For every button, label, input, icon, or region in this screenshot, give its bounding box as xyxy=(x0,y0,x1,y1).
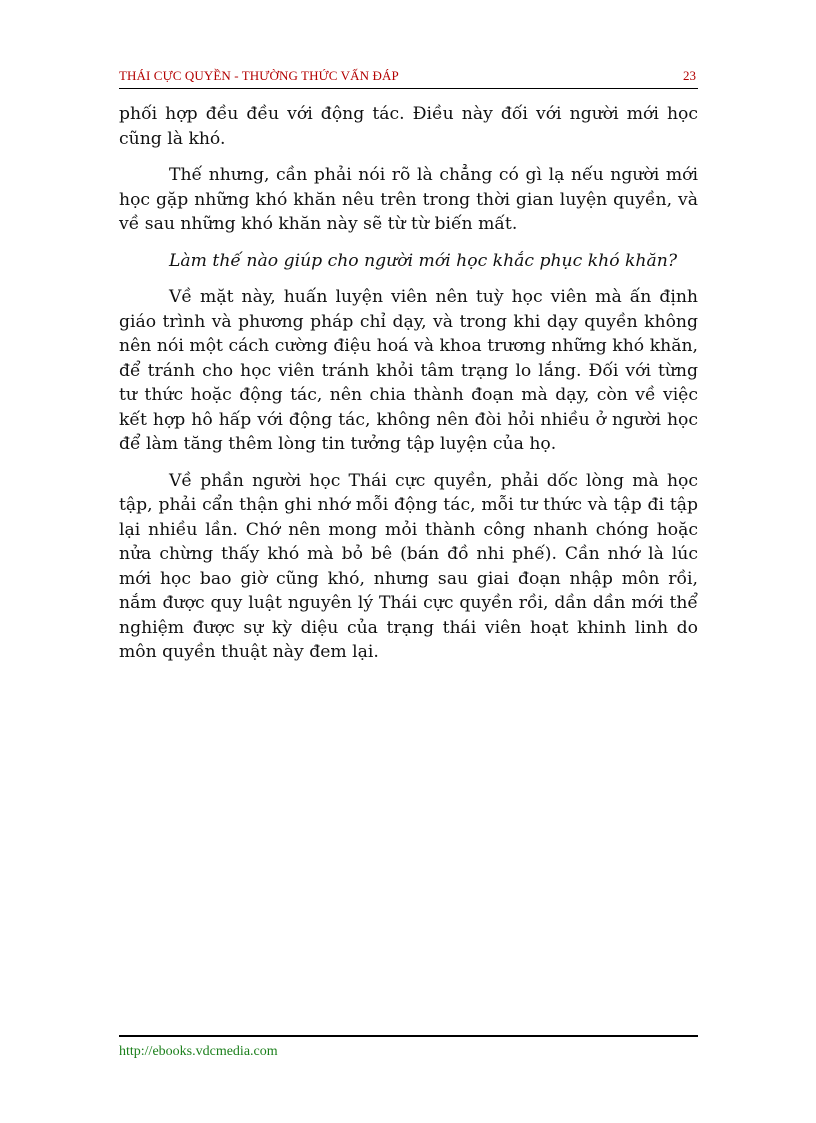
page-header xyxy=(119,66,698,89)
paragraph: Thế nhưng, cần phải nói rõ là chẳng có gì lạ nếu người mới học gặp những khó khăn nêu trên trong thời gian luyện quyền, và về sau những khó khăn này sẽ từ từ biến mất. xyxy=(119,165,698,234)
paragraph-continuation: phối hợp đều đều với động tác. Điều này đối với người mới học cũng là khó. xyxy=(119,104,698,149)
paragraph: Về mặt này, huấn luyện viên nên tuỳ học viên mà ấn định giáo trình và phương pháp chỉ dạy, và trong khi dạy quyền không nên nói một cách cường điệu hoá và khoa trương những khó khăn, để tránh cho học viên tránh khỏi tâm trạng lo lắng. Đối với từng tư thức hoặc động tác, nên chia thành đoạn mà dạy, còn về việc kết hợp hô hấp với động tác, không nên đòi hỏi nhiều ở người học để làm tăng thêm lòng tin tưởng tập luyện của họ. xyxy=(119,287,698,454)
page-body xyxy=(119,102,698,677)
footer-link[interactable]: http://ebooks.vdcmedia.com xyxy=(119,1044,278,1059)
section-question: Làm thế nào giúp cho người mới học khắc phục khó khăn? xyxy=(169,250,678,271)
running-title: THÁI CỰC QUYỀN - THƯỜNG THỨC VẤN ĐÁP xyxy=(119,68,399,83)
page-number: 23 xyxy=(683,68,696,83)
paragraph: Về phần người học Thái cực quyền, phải dốc lòng mà học tập, phải cẩn thận ghi nhớ mỗi động tác, mỗi tư thức và tập đi tập lại nhiều lần. Chớ nên mong mỏi thành công nhanh chóng hoặc nửa chừng thấy khó mà bỏ bê (bán đồ nhi phế). Cần nhớ là lúc mới học bao giờ cũng khó, nhưng sau giai đoạn nhập môn rồi, nắm được quy luật nguyên lý Thái cực quyền rồi, dần dần mới thể nghiệm được sự kỳ diệu của trạng thái viên hoạt khinh linh do môn quyền thuật này đem lại. xyxy=(119,470,698,662)
footer-divider xyxy=(119,1035,698,1037)
